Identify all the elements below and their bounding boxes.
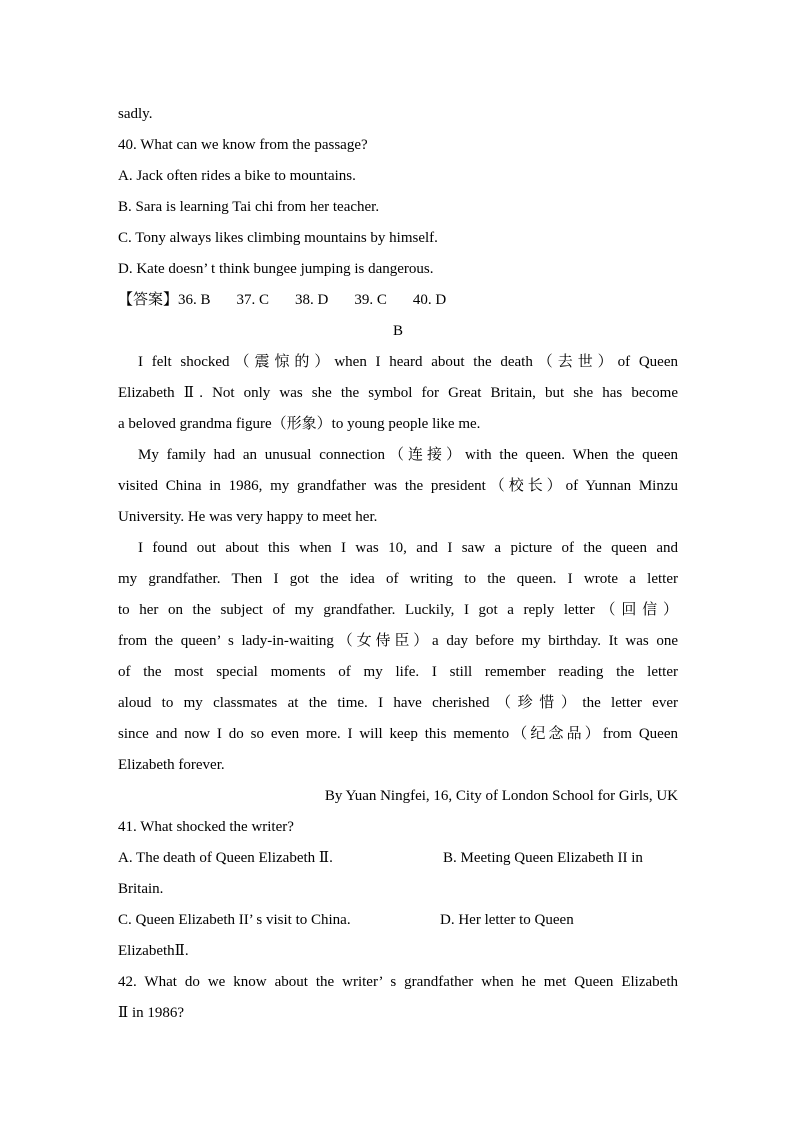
question-41-option-b-part2: Britain.	[118, 881, 164, 897]
passage-para1-line1: I felt shocked（震惊的）when I heard about the death（去世）of Queen	[138, 354, 678, 370]
passage-para3-line7: since and now I do so even more. I will keep this memento（纪念品）from Queen	[118, 726, 678, 742]
answer-line	[118, 285, 678, 316]
question-42-prompt-line1: 42. What do we know about the writer’ s grandfather when he met Queen Elizabeth	[118, 974, 678, 990]
passage-para2-line2: visited China in 1986, my grandfather was the president（校长）of Yunnan Minzu	[118, 478, 678, 494]
question-41-prompt: 41. What shocked the writer?	[118, 819, 294, 835]
passage-para2-line3: University. He was very happy to meet her.	[118, 509, 378, 525]
passage-para3-line3: to her on the subject of my grandfather. Luckily, I got a reply letter（回信）	[118, 602, 678, 618]
passage-para3-line8: Elizabeth forever.	[118, 757, 225, 773]
passage-para3-line1: I found out about this when I was 10, and I saw a picture of the queen and	[138, 540, 678, 556]
question-42-prompt-line2: Ⅱ in 1986?	[118, 1005, 185, 1021]
question-40-option-a: A. Jack often rides a bike to mountains.	[118, 168, 356, 184]
question-41-option-c: C. Queen Elizabeth II’ s visit to China.	[118, 912, 351, 928]
trailing-text-line: sadly.	[118, 106, 153, 122]
answer-item-40: 40. D	[412, 292, 447, 308]
question-40-option-b: B. Sara is learning Tai chi from her teacher.	[118, 199, 380, 215]
answer-label: 【答案】	[118, 292, 179, 308]
question-41-options-cd	[118, 905, 678, 936]
passage-para3-line4: from the queen’ s lady-in-waiting（女侍臣）a day before my birthday. It was one	[118, 633, 678, 649]
question-41-option-a: A. The death of Queen Elizabeth Ⅱ.	[118, 850, 333, 866]
passage-para1-line2: Elizabeth Ⅱ. Not only was she the symbol for Great Britain, but she has become	[118, 385, 678, 401]
section-label: B	[392, 323, 403, 339]
passage-para1-line3: a beloved grandma figure（形象）to young people like me.	[118, 416, 481, 432]
passage-para3-line6: aloud to my classmates at the time. I have cherished（珍惜）the letter ever	[118, 695, 678, 711]
answer-item-38: 38. D	[295, 292, 329, 308]
question-41-option-d-part1: D. Her letter to Queen	[440, 912, 574, 928]
answer-item-37: 37. C	[236, 292, 270, 308]
question-40-option-c: C. Tony always likes climbing mountains by himself.	[118, 230, 438, 246]
answer-item-36: 36. B	[178, 292, 211, 308]
question-40-prompt: 40. What can we know from the passage?	[118, 137, 368, 153]
document-content	[118, 99, 678, 1029]
passage-para2-line1: My family had an unusual connection（连接）with the queen. When the queen	[138, 447, 678, 463]
passage-byline: By Yuan Ningfei, 16, City of London School for Girls, UK	[324, 788, 678, 804]
answer-item-39: 39. C	[354, 292, 387, 308]
question-41-option-b-part1: B. Meeting Queen Elizabeth II in	[443, 850, 643, 866]
passage-para3-line2: my grandfather. Then I got the idea of writing to the queen. I wrote a letter	[118, 571, 678, 587]
question-41-option-d-part2: ElizabethⅡ.	[118, 943, 189, 959]
question-40-option-d: D. Kate doesn’ t think bungee jumping is dangerous.	[118, 261, 434, 277]
question-41-options-ab	[118, 843, 678, 874]
passage-para3-line5: of the most special moments of my life. I still remember reading the letter	[118, 664, 678, 680]
